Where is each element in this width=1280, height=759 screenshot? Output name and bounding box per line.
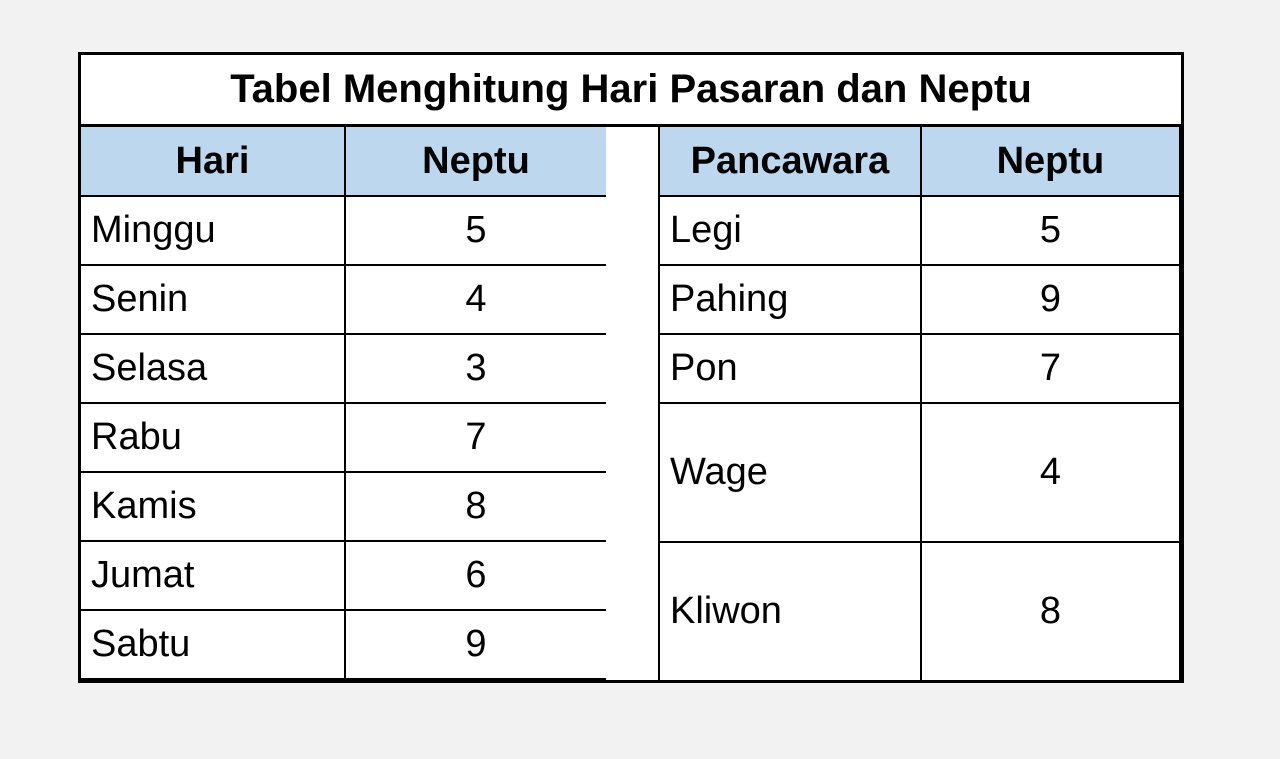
table-title: Tabel Menghitung Hari Pasaran dan Neptu <box>81 55 1181 127</box>
neptu-value: 9 <box>345 610 607 679</box>
neptu-value: 8 <box>345 472 607 541</box>
neptu-value: 5 <box>921 196 1180 265</box>
day-name: Sabtu <box>80 610 345 679</box>
neptu-table-sheet <box>78 52 1184 683</box>
table-gap <box>606 127 658 680</box>
day-name: Rabu <box>80 403 345 472</box>
header-pancawara: Pancawara <box>659 126 921 196</box>
pasaran-name: Pahing <box>659 265 921 334</box>
day-name: Kamis <box>80 472 345 541</box>
neptu-value: 8 <box>921 542 1180 681</box>
table-row <box>659 196 1180 265</box>
neptu-value: 5 <box>345 196 607 265</box>
table-row <box>80 472 607 541</box>
header-row <box>80 126 607 196</box>
table-row <box>80 610 607 679</box>
pasaran-name: Pon <box>659 334 921 403</box>
pasaran-name: Kliwon <box>659 542 921 681</box>
neptu-value: 9 <box>921 265 1180 334</box>
header-row <box>659 126 1180 196</box>
table-row <box>659 265 1180 334</box>
neptu-value: 3 <box>345 334 607 403</box>
table-row <box>80 196 607 265</box>
pancawara-table <box>658 125 1181 682</box>
day-name: Jumat <box>80 541 345 610</box>
table-row <box>659 334 1180 403</box>
pasaran-name: Wage <box>659 403 921 542</box>
header-neptu: Neptu <box>921 126 1180 196</box>
header-neptu: Neptu <box>345 126 607 196</box>
table-row <box>80 403 607 472</box>
day-name: Minggu <box>80 196 345 265</box>
day-name: Selasa <box>80 334 345 403</box>
pasaran-name: Legi <box>659 196 921 265</box>
neptu-value: 7 <box>921 334 1180 403</box>
table-row <box>80 265 607 334</box>
neptu-value: 4 <box>345 265 607 334</box>
header-hari: Hari <box>80 126 345 196</box>
neptu-value: 6 <box>345 541 607 610</box>
day-name: Senin <box>80 265 345 334</box>
hari-table <box>79 125 608 680</box>
neptu-value: 7 <box>345 403 607 472</box>
table-row <box>659 403 1180 542</box>
table-row <box>659 542 1180 681</box>
neptu-value: 4 <box>921 403 1180 542</box>
table-row <box>80 334 607 403</box>
table-row <box>80 541 607 610</box>
